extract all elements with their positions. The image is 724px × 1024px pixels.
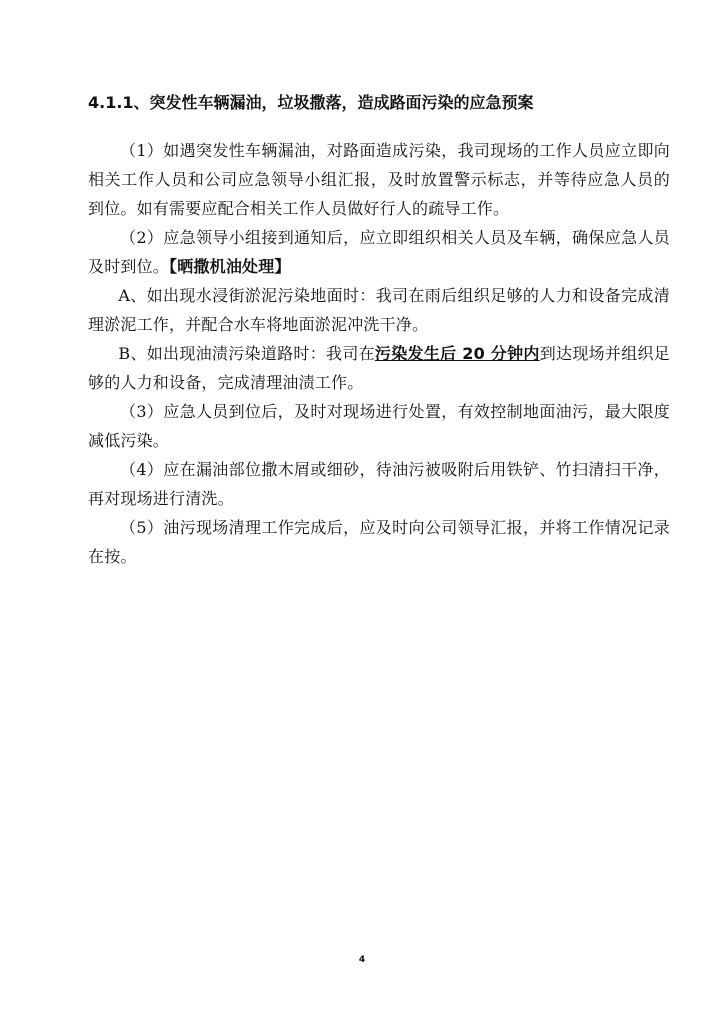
paragraph-a: A、如出现水浸街淤泥污染地面时：我司在雨后组织足够的人力和设备完成清理淤泥工作，并配合水车将地面淤泥冲洗干净。 bbox=[88, 286, 670, 334]
paragraph-b-before: B、如出现油渍污染道路时：我司在 bbox=[118, 344, 375, 363]
paragraph-b-after: 到达现场并组织足够的人力和设备，完成清理油渍工作。 bbox=[88, 344, 671, 392]
paragraph-5: （5）油污现场清理工作完成后，应及时向公司领导汇报，并将工作情况记录在按。 bbox=[88, 518, 670, 566]
oil-handling-label: 【晒撒机油处理】 bbox=[169, 257, 291, 276]
paragraph-1: （1）如遇突发性车辆漏油，对路面造成污染，我司现场的工作人员应立即向相关工作人员和公司应急领导小组汇报，及时放置警示标志，并等待应急人员的到位。如有需要应配合相关工作人员做好行人的疏导工作。 bbox=[88, 141, 670, 218]
body-text bbox=[88, 136, 670, 571]
paragraph-2 bbox=[88, 223, 670, 281]
response-time-emphasis: 污染发生后 20 分钟内 bbox=[374, 344, 540, 363]
paragraph-4: （4）应在漏油部位撒木屑或细砂，待油污被吸附后用铁铲、竹扫清扫干净，再对现场进行清洗。 bbox=[88, 460, 670, 508]
section-heading: 4.1.1、突发性车辆漏油，垃圾撒落，造成路面污染的应急预案 bbox=[88, 93, 534, 112]
paragraph-3: （3）应急人员到位后，及时对现场进行处置，有效控制地面油污，最大限度减低污染。 bbox=[88, 402, 670, 450]
paragraph-b bbox=[88, 339, 670, 397]
page-number: 4 bbox=[358, 955, 366, 965]
paragraph-2-text: （2）应急领导小组接到通知后，应立即组织相关人员及车辆，确保应急人员及时到位。 bbox=[88, 228, 670, 276]
